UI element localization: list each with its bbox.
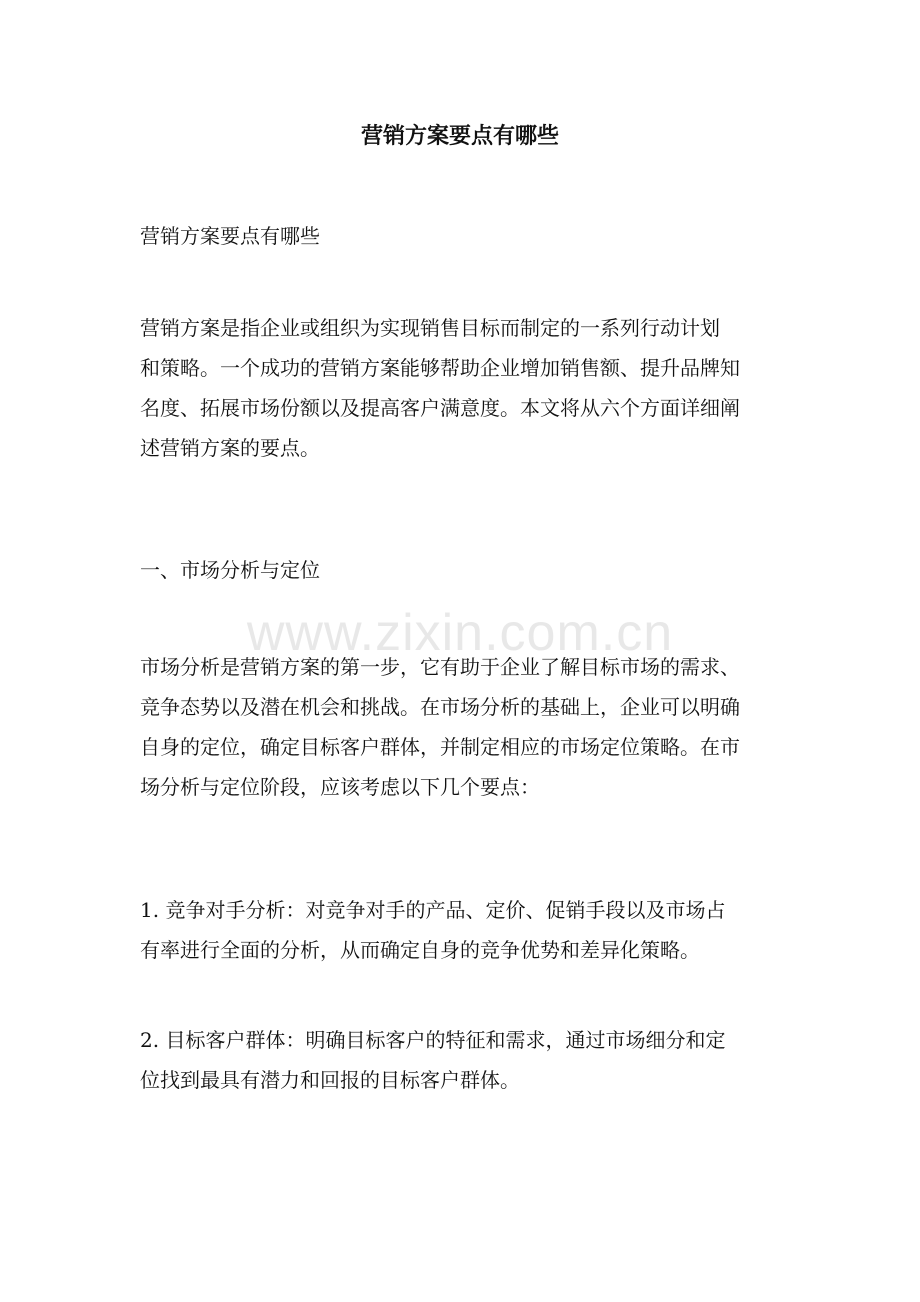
paragraph-line: 述营销方案的要点。 [140, 436, 320, 460]
list-item-1 [140, 890, 812, 970]
paragraph-line: 场分析与定位阶段，应该考虑以下几个要点： [140, 775, 540, 799]
paragraph-line: 市场分析是营销方案的第一步，它有助于企业了解目标市场的需求、 [140, 655, 740, 679]
section-heading-text: 一、市场分析与定位 [140, 558, 320, 582]
document-title: 营销方案要点有哪些 [360, 123, 559, 149]
list-item-2 [140, 1020, 812, 1100]
intro-paragraph [140, 308, 812, 468]
paragraph-line: 名度、拓展市场份额以及提高客户满意度。本文将从六个方面详细阐 [140, 396, 740, 420]
paragraph-line: 竞争态势以及潜在机会和挑战。在市场分析的基础上，企业可以明确 [140, 695, 740, 719]
subtitle-line: 营销方案要点有哪些 [140, 224, 320, 248]
section-heading [140, 550, 812, 590]
document-subtitle [140, 216, 812, 256]
list-item-line: 有率进行全面的分析，从而确定自身的竞争优势和差异化策略。 [140, 938, 700, 962]
list-item-line: 1. 竞争对手分析：对竞争对手的产品、定价、促销手段以及市场占 [140, 898, 726, 922]
list-item-line: 2. 目标客户群体：明确目标客户的特征和需求，通过市场细分和定 [140, 1028, 726, 1052]
paragraph-line: 自身的定位，确定目标客户群体，并制定相应的市场定位策略。在市 [140, 735, 740, 759]
paragraph-line: 和策略。一个成功的营销方案能够帮助企业增加销售额、提升品牌知 [140, 356, 740, 380]
section-paragraph [140, 647, 812, 807]
watermark: www.zixin.com.cn [246, 604, 674, 662]
paragraph-line: 营销方案是指企业或组织为实现销售目标而制定的一系列行动计划 [140, 316, 720, 340]
list-item-line: 位找到最具有潜力和回报的目标客户群体。 [140, 1068, 520, 1092]
